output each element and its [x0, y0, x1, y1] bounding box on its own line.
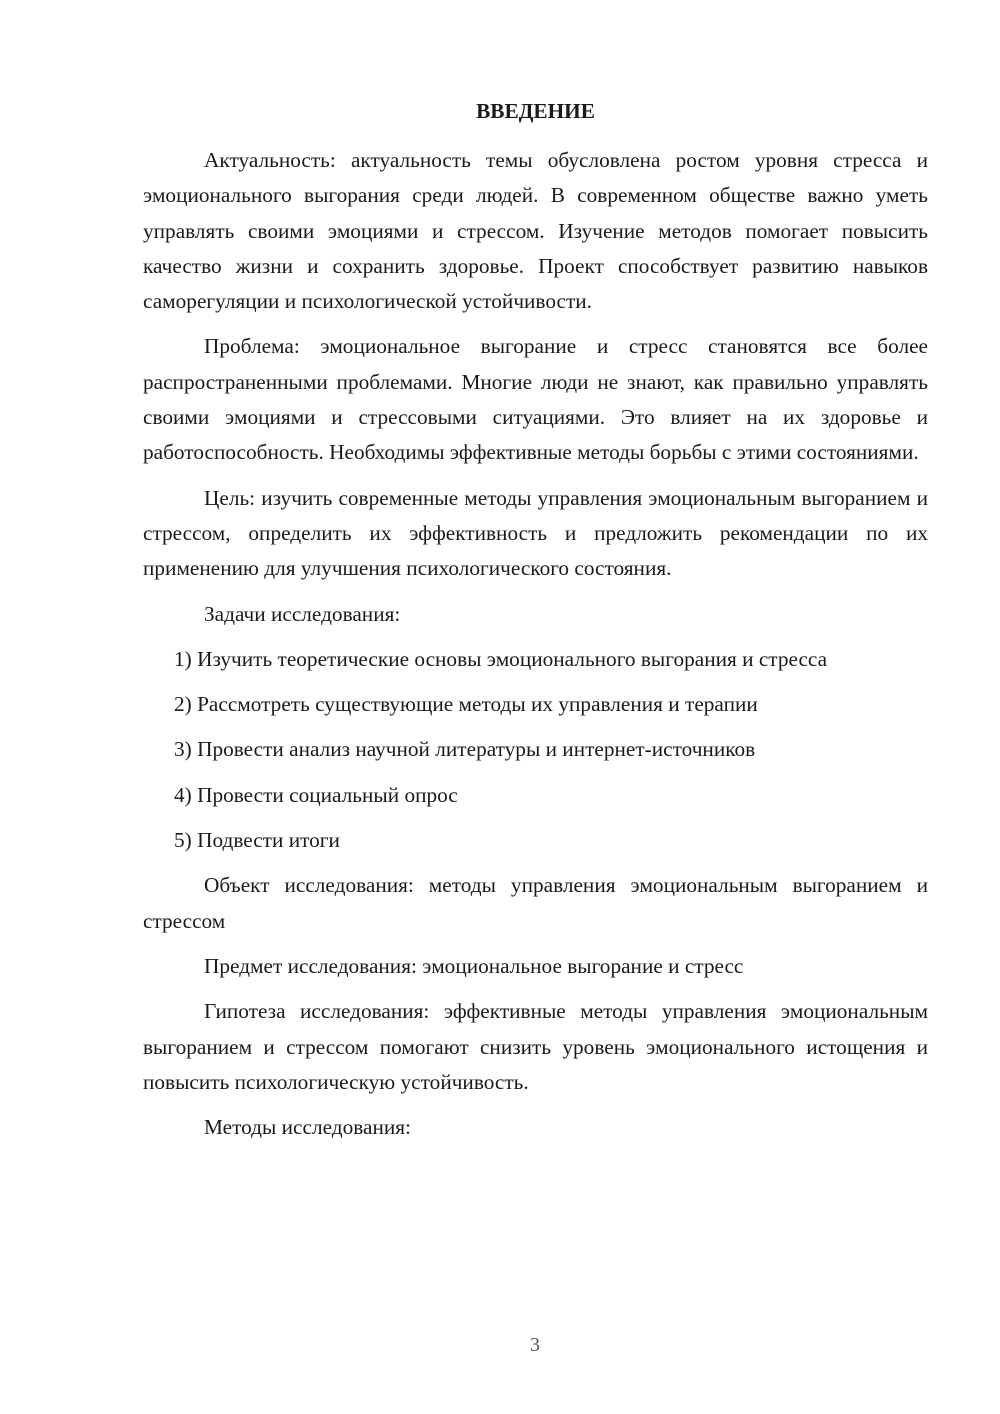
goal-paragraph: Цель: изучить современные методы управления эмоциональным выгоранием и стрессом, определить их эффективность и предложить рекомендации по их применению для улучшения психологического состояния.: [143, 485, 928, 581]
problem-paragraph: Проблема: эмоциональное выгорание и стресс становятся все более распространенными проблемами. Многие люди не знают, как правильно управлять своими эмоциями и стрессовыми ситуациями. Это влияет на их здоровье и работоспособность. Необходимы эффективные методы борьбы с этими состояниями.: [143, 334, 928, 465]
methods-heading: Методы исследования:: [204, 1115, 411, 1140]
subject-paragraph: Предмет исследования: эмоциональное выгорание и стресс: [204, 953, 744, 978]
task-list-item: 5) Подвести итоги: [174, 828, 340, 853]
object-paragraph: Объект исследования: методы управления эмоциональным выгоранием и стрессом: [143, 873, 928, 933]
page-title: ВВЕДЕНИЕ: [476, 99, 595, 123]
task-list-item: 2) Рассмотреть существующие методы их управления и терапии: [174, 692, 758, 717]
hypothesis-paragraph: Гипотеза исследования: эффективные методы управления эмоциональным выгоранием и стрессом помогают снизить уровень эмоционального истощения и повысить психологическую устойчивость.: [143, 999, 928, 1094]
relevance-paragraph: Актуальность: актуальность темы обусловлена ростом уровня стресса и эмоционального выгорания среди людей. В современном обществе важно уметь управлять своими эмоциями и стрессом. Изучение методов помогает повысить качество жизни и сохранить здоровье. Проект способствует развитию навыков саморегуляции и психологической устойчивости.: [143, 148, 928, 314]
task-list-item: 4) Провести социальный опрос: [174, 782, 458, 807]
page-number: 3: [530, 1334, 540, 1356]
page-content: [143, 95, 928, 1145]
task-list-item: 1) Изучить теоретические основы эмоционального выгорания и стресса: [174, 646, 828, 671]
tasks-heading: Задачи исследования:: [204, 601, 401, 626]
task-list-item: 3) Провести анализ научной литературы и интернет-источников: [174, 737, 756, 762]
